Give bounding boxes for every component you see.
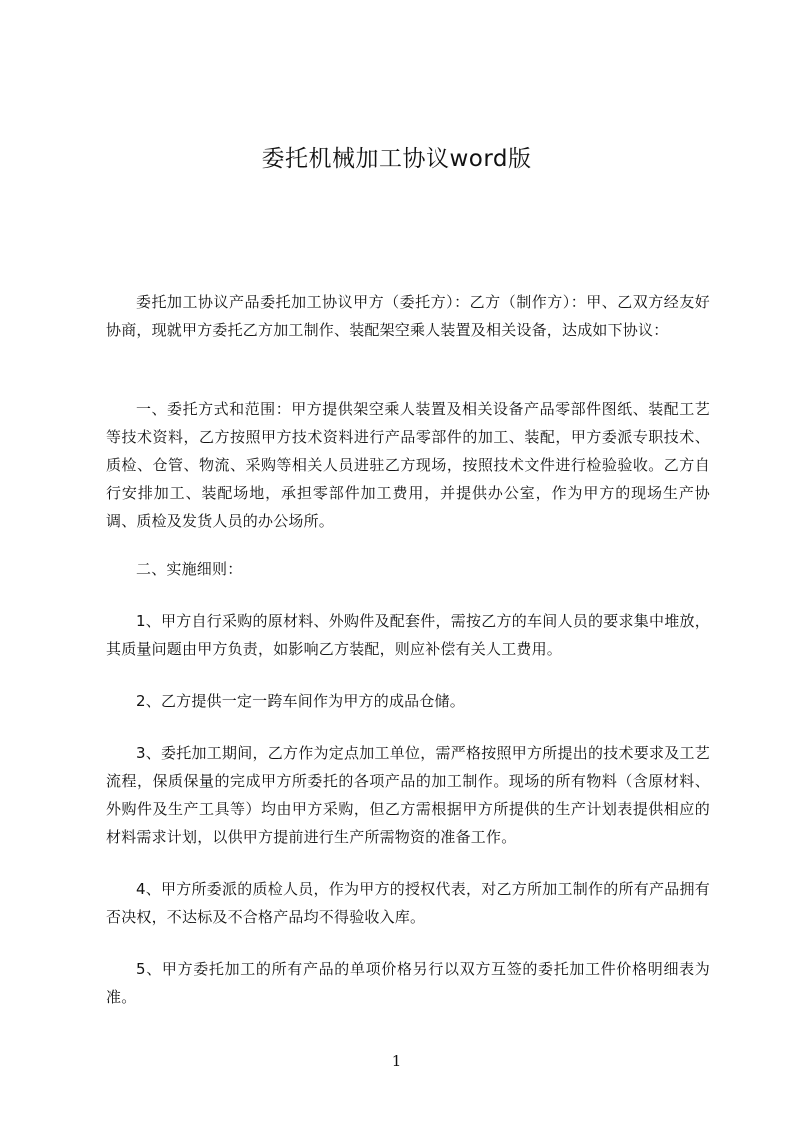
detail-item-4: 4、甲方所委派的质检人员，作为甲方的授权代表，对乙方所加工制作的所有产品拥有否决权，不达标及不合格产品均不得验收入库。 xyxy=(106,880,710,926)
page-number: 1 xyxy=(391,1052,402,1070)
document-title: 委托机械加工协议word版 xyxy=(261,146,532,172)
detail-item-3: 3、委托加工期间，乙方作为定点加工单位，需严格按照甲方所提出的技术要求及工艺流程，保质保量的完成甲方所委托的各项产品的加工制作。现场的所有物料（含原材料、外购件及生产工具等）均由甲方采购，但乙方需根据甲方所提供的生产计划表提供相应的材料需求计划，以供甲方提前进行生产所需物资的准备工作。 xyxy=(106,744,710,846)
detail-item-1: 1、甲方自行采购的原材料、外购件及配套件，需按乙方的车间人员的要求集中堆放，其质量问题由甲方负责，如影响乙方装配，则应补偿有关人工费用。 xyxy=(106,612,710,658)
detail-item-2: 2、乙方提供一定一跨车间作为甲方的成品仓储。 xyxy=(136,692,465,710)
intro-paragraph: 委托加工协议产品委托加工协议甲方（委托方）：乙方（制作方）：甲、乙双方经友好协商，现就甲方委托乙方加工制作、装配架空乘人装置及相关设备，达成如下协议： xyxy=(106,293,710,339)
section-1-paragraph: 一、委托方式和范围：甲方提供架空乘人装置及相关设备产品零部件图纸、装配工艺等技术资料，乙方按照甲方技术资料进行产品零部件的加工、装配，甲方委派专职技术、质检、仓管、物流、采购等相关人员进驻乙方现场，按照技术文件进行检验验收。乙方自行安排加工、装配场地，承担零部件加工费用，并提供办公室，作为甲方的现场生产协调、质检及发货人员的办公场所。 xyxy=(106,400,710,530)
detail-item-5: 5、甲方委托加工的所有产品的单项价格另行以双方互签的委托加工件价格明细表为准。 xyxy=(106,960,710,1006)
section-2-heading: 二、实施细则： xyxy=(136,560,243,578)
